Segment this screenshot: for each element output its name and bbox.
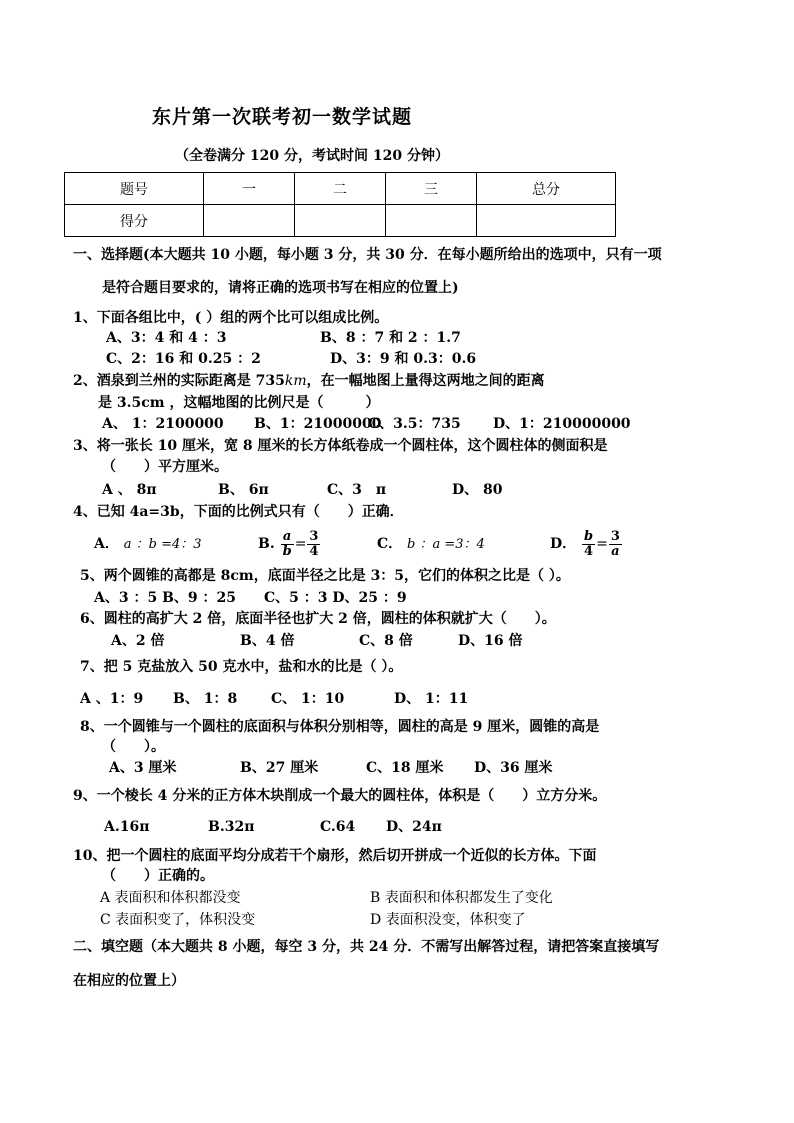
q2-option-d: D、1：210000000 (493, 416, 631, 432)
q10-option-a: A 表面积和体积都没变 (100, 890, 241, 906)
q9-stem: 9、一个棱长 4 分米的正方体木块削成一个最大的圆柱体，体积是（ ）立方分米。 (73, 788, 607, 804)
fraction: $\frac{a}{b}$ (282, 528, 292, 559)
q10-stem-line1: 10、把一个圆柱的底面平均分成若干个扇形，然后切开拼成一个近似的长方体。下面 (73, 848, 597, 864)
score-header-cell: 总分 (477, 173, 616, 205)
q2-option-b: B、1：21000000 (254, 416, 382, 432)
q7-option-b: B、 1：8 (173, 691, 238, 707)
section1-heading-line2: 是符合题目要求的，请将正确的选项书写在相应的位置上) (102, 280, 459, 296)
q3-option-d: D、 80 (452, 482, 503, 498)
score-header-cell: 三 (386, 173, 477, 205)
q1-stem: 1、下面各组比中，( ）组的两个比可以组成比例。 (73, 310, 389, 326)
q2-option-c: C、3.5：735 (368, 416, 461, 432)
q9-option-d: D、24π (386, 819, 442, 835)
q3-stem-line2: （ ）平方厘米。 (102, 459, 228, 475)
section1-heading-line1: 一、选择题(本大题共 10 小题，每小题 3 分，共 30 分．在每小题所给出的选项中，只有一项 (73, 247, 662, 263)
q8-option-c: C、18 厘米 (366, 760, 444, 776)
q1-option-c: C、2：16 和 0.25 ：2 (106, 351, 261, 367)
q4-option-d: D． $\frac{b}{4}$ = $\frac{3}{a}$ (550, 528, 620, 559)
q7-option-d: D、 1：11 (394, 691, 469, 707)
q6-option-d: D、16 倍 (458, 633, 523, 649)
exam-subtitle: （全卷满分 120 分，考试时间 120 分钟） (175, 148, 449, 164)
score-row-label: 得分 (65, 205, 204, 237)
q7-stem: 7、把 5 克盐放入 50 克水中，盐和水的比是（ ）。 (80, 659, 403, 675)
q3-option-b: B、 6π (218, 482, 269, 498)
score-cell[interactable] (386, 205, 477, 237)
q9-option-c: C.64 (320, 819, 356, 835)
score-cell[interactable] (295, 205, 386, 237)
page-title: 东片第一次联考初一数学试题 (152, 106, 413, 128)
q10-option-c: C 表面积变了，体积没变 (100, 912, 256, 928)
q8-stem-line1: 8、一个圆锥与一个圆柱的底面积与体积分别相等，圆柱的高是 9 厘米，圆锥的高是 (80, 719, 600, 735)
q10-stem-line2: （ ）正确的。 (102, 868, 214, 884)
q10-option-b: B 表面积和体积都发生了变化 (370, 890, 553, 906)
q6-stem: 6、圆柱的高扩大 2 倍，底面半径也扩大 2 倍，圆柱的体积就扩大（ ）。 (80, 611, 556, 627)
q7-option-c: C、 1：10 (271, 691, 345, 707)
fraction: $\frac{3}{a}$ (610, 528, 620, 559)
q6-option-b: B、4 倍 (240, 633, 295, 649)
q9-option-a: A.16π (104, 819, 150, 835)
q8-option-d: D、36 厘米 (474, 760, 553, 776)
q3-option-c: C、3 π (327, 482, 387, 498)
q8-option-a: A、3 厘米 (109, 760, 177, 776)
score-header-cell: 题号 (65, 173, 204, 205)
q2-stem-line1: 2、酒泉到兰州的实际距离是 735km，在一幅地图上量得这两地之间的距离 (73, 373, 545, 389)
q3-stem-line1: 3、将一张长 10 厘米，宽 8 厘米的长方体纸卷成一个圆柱体，这个圆柱体的侧面积是 (73, 438, 608, 454)
score-table-header-row (65, 173, 616, 205)
q8-option-b: B、27 厘米 (240, 760, 319, 776)
q7-option-a: A 、1：9 (80, 691, 144, 707)
q9-option-b: B.32π (208, 819, 255, 835)
q6-option-a: A、2 倍 (111, 633, 165, 649)
q2-stem-line2: 是 3.5cm ，这幅地图的比例尺是（ ） (98, 395, 380, 411)
q3-option-a: A 、 8π (102, 482, 157, 498)
q6-option-c: C、8 倍 (359, 633, 413, 649)
section2-heading-line1: 二、填空题（本大题共 8 小题，每空 3 分，共 24 分．不需写出解答过程，请把答案直接填写 (73, 939, 660, 955)
q10-option-d: D 表面积没变，体积变了 (370, 912, 526, 928)
q1-option-a: A、3：4 和 4 ：3 (106, 330, 227, 346)
score-header-cell: 一 (204, 173, 295, 205)
score-table-score-row (65, 205, 616, 237)
q5-options: A、3 ：5 B、9 ：25 C、5 ：3 D、25 ：9 (94, 590, 407, 606)
q4-stem: 4、已知 4a=3b，下面的比例式只有（ ）正确． (73, 504, 404, 520)
score-table (64, 172, 616, 237)
q4-option-c: C． b ：a =3：4 (377, 536, 485, 552)
score-header-cell: 二 (295, 173, 386, 205)
q4-option-b: B. $\frac{a}{b}$ = $\frac{3}{4}$ (258, 528, 319, 559)
q1-option-d: D、3：9 和 0.3：0.6 (330, 351, 477, 367)
score-cell[interactable] (477, 205, 616, 237)
fraction: $\frac{b}{4}$ (584, 528, 594, 559)
score-cell[interactable] (204, 205, 295, 237)
q1-option-b: B、8 ：7 和 2 ：1.7 (320, 330, 461, 346)
q2-option-a: A、 1：2100000 (102, 416, 224, 432)
q4-option-a: A． a ：b =4：3 (94, 536, 202, 552)
section2-heading-line2: 在相应的位置上） (73, 973, 185, 989)
q8-stem-line2: （ ）。 (102, 739, 165, 755)
fraction: $\frac{3}{4}$ (309, 528, 319, 559)
q5-stem: 5、两个圆锥的高都是 8cm，底面半径之比是 3：5，它们的体积之比是（ ）。 (80, 568, 570, 584)
